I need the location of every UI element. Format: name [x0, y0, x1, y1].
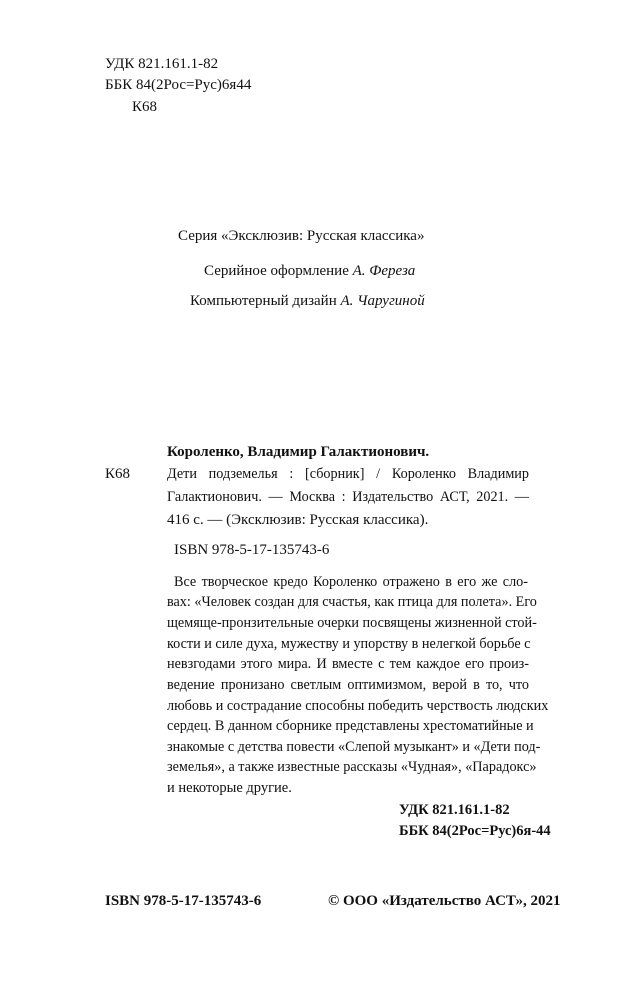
top-udk-code: УДК 821.161.1-82 [105, 56, 219, 72]
bottom-bbk-code: ББК 84(2Рос=Рус)6я-44 [399, 823, 551, 839]
footer-copyright: © ООО «Издательство АСТ», 2021 [328, 893, 561, 909]
description-line: Галактионович. — Москва : Издательство АСТ, 2021. — [167, 489, 529, 505]
annotation-line: кости и силе духа, мужеству и упорству в нелегкой борьбе с [167, 636, 531, 652]
record-isbn: ISBN 978-5-17-135743-6 [174, 542, 330, 558]
computer-design-credit [190, 292, 425, 310]
annotation-line: щемяще-пронзительные очерки посвящены жизненной стой- [167, 615, 537, 631]
cover-design-label: Серийное оформление [204, 263, 353, 279]
record-author-mark: К68 [105, 466, 131, 482]
top-bbk-code: ББК 84(2Рос=Рус)6я44 [105, 77, 252, 93]
annotation-line: ведение пронизано светлым оптимизмом, верой в то, что [167, 677, 529, 693]
cover-design-credit [204, 262, 415, 280]
annotation-line: невзгодами этого мира. И вместе с тем каждое его произ- [167, 656, 529, 672]
annotation-line: земелья», а также известные рассказы «Чудная», «Парадокс» [167, 759, 537, 775]
computer-design-label: Компьютерный дизайн [190, 293, 341, 309]
description-line: 416 с. — (Эксклюзив: Русская классика). [167, 512, 429, 528]
annotation-line: вах: «Человек создан для счастья, как птица для полета». Его [167, 594, 537, 610]
annotation-line: знакомые с детства повести «Слепой музыкант» и «Дети под- [167, 739, 541, 755]
annotation-last-line: и некоторые другие. [167, 780, 292, 796]
computer-design-name: А. Чаругиной [340, 293, 425, 309]
cover-design-name: А. Фереза [352, 263, 416, 279]
description-line: Дети подземелья : [сборник] / Короленко Владимир [167, 466, 529, 482]
footer-isbn: ISBN 978-5-17-135743-6 [105, 893, 262, 909]
bottom-udk-code: УДК 821.161.1-82 [399, 802, 510, 818]
annotation-line: Все творческое кредо Короленко отражено в его же сло- [174, 574, 528, 590]
top-author-mark: К68 [132, 99, 158, 115]
annotation-line: сердец. В данном сборнике представлены хрестоматийные и [167, 718, 534, 734]
series-line: Серия «Эксклюзив: Русская классика» [178, 228, 425, 244]
annotation-line: любовь и сострадание способны победить черствость людских [167, 698, 549, 714]
author-heading: Короленко, Владимир Галактионович. [167, 444, 430, 460]
